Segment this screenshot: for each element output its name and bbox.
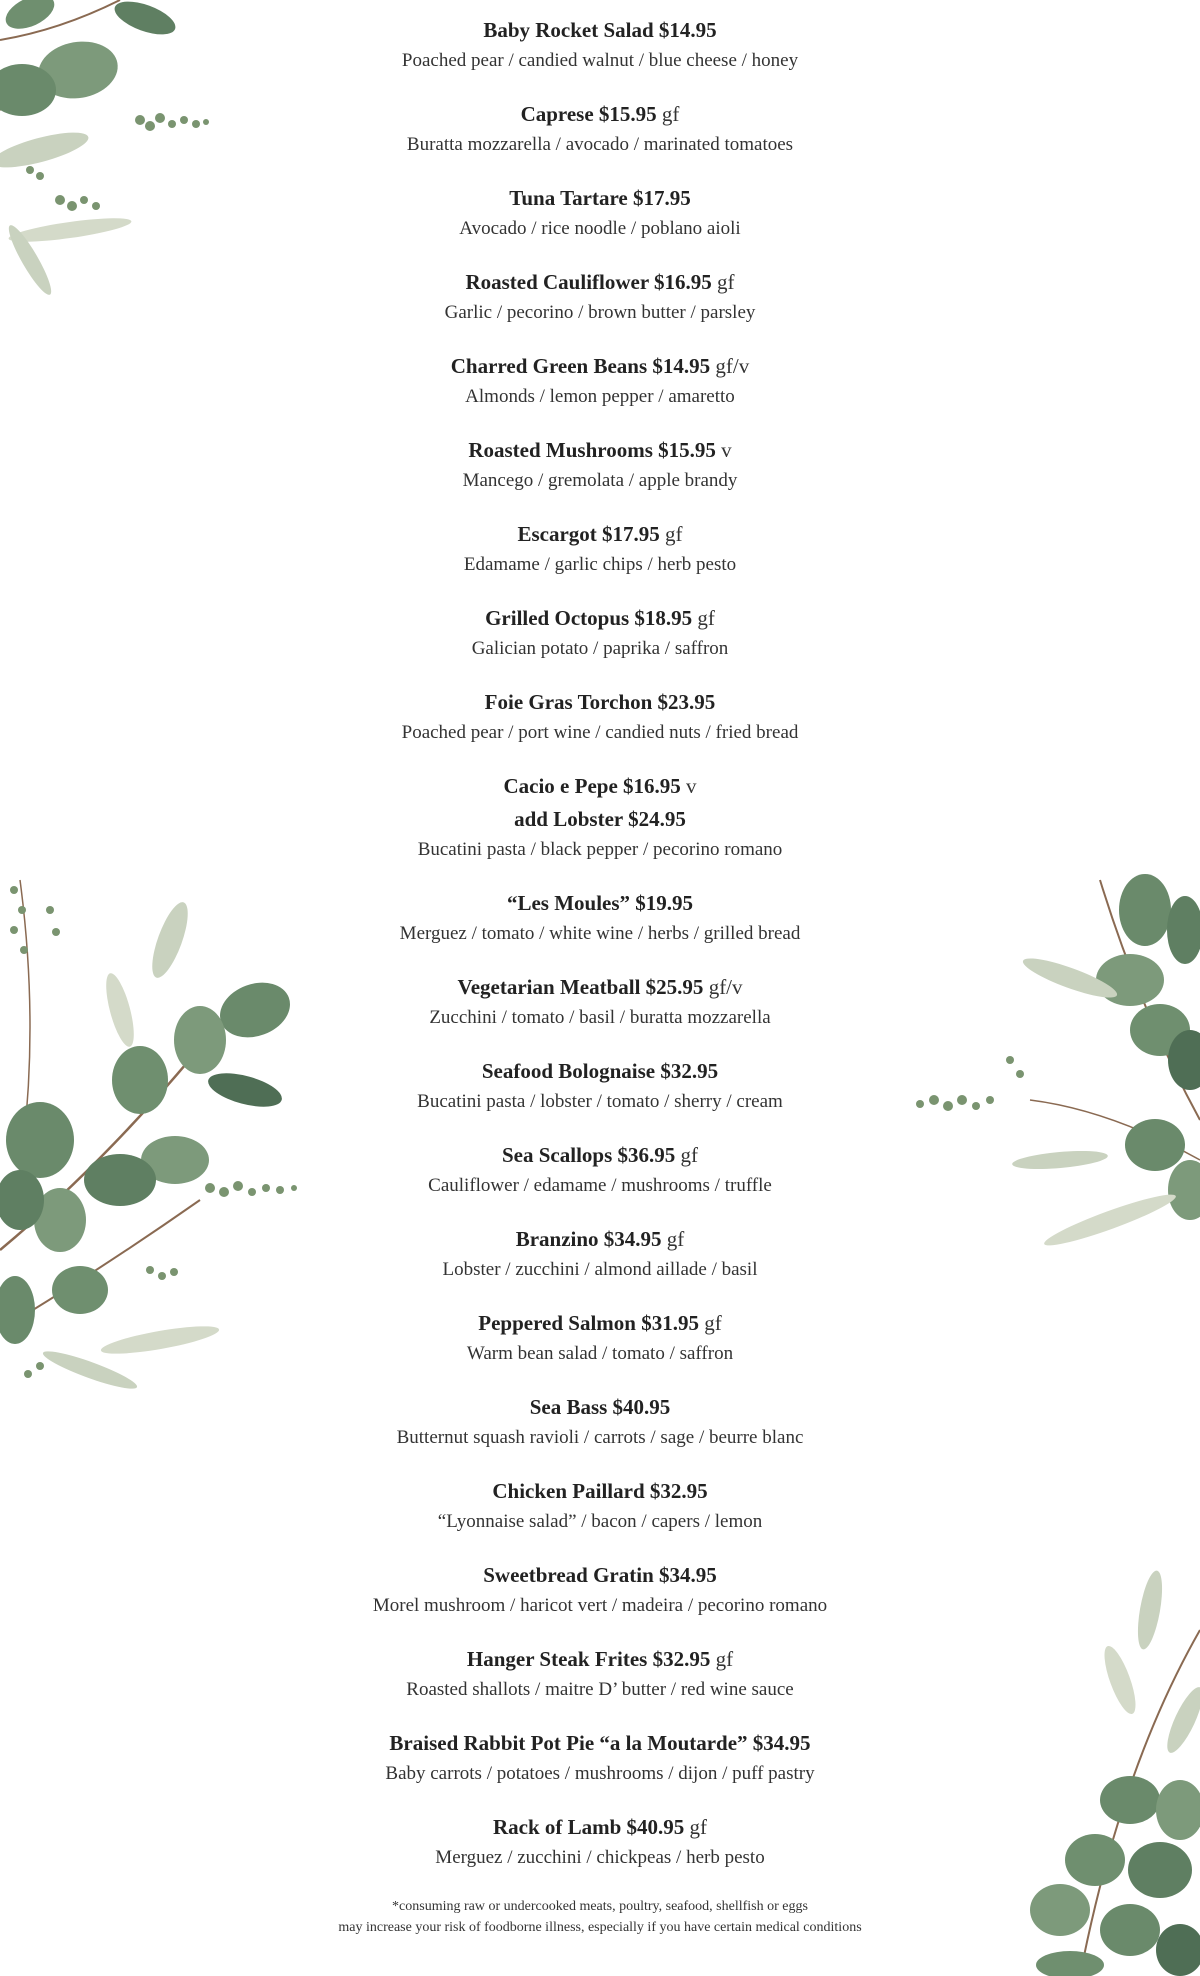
menu-item-seafood-bolognaise	[0, 1055, 1200, 1139]
food-safety-footnote	[0, 1896, 1200, 1938]
item-title: Foie Gras Torchon $23.95	[484, 690, 716, 714]
item-description: Butternut squash ravioli / carrots / sage / beurre blanc	[396, 1427, 804, 1448]
item-title: Baby Rocket Salad $14.95	[483, 18, 717, 42]
menu-item-peppered-salmon	[0, 1307, 1200, 1391]
item-title: Chicken Paillard $32.95	[492, 1479, 708, 1503]
item-title: Roasted Cauliflower $16.95	[465, 270, 712, 294]
item-title: Peppered Salmon $31.95	[478, 1311, 699, 1335]
item-title: Grilled Octopus $18.95	[485, 606, 693, 630]
footnote-line-1: *consuming raw or undercooked meats, poultry, seafood, shellfish or eggs	[392, 1899, 808, 1914]
menu-item-les-moules	[0, 887, 1200, 971]
item-addon: add Lobster $24.95	[514, 807, 686, 831]
footnote-line-2: may increase your risk of foodborne illness, especially if you have certain medical conditions	[338, 1920, 862, 1935]
item-title: Charred Green Beans $14.95	[450, 354, 711, 378]
item-tag: gf	[692, 606, 715, 630]
menu-item-charred-green-beans	[0, 350, 1200, 434]
item-description: Bucatini pasta / lobster / tomato / sherry / cream	[417, 1091, 783, 1112]
item-tag: v	[680, 774, 697, 798]
item-description: Bucatini pasta / black pepper / pecorino romano	[417, 839, 783, 860]
item-description: Zucchini / tomato / basil / buratta mozzarella	[429, 1007, 771, 1028]
item-tag: gf	[656, 102, 680, 126]
item-description: Poached pear / candied walnut / blue cheese / honey	[401, 50, 799, 71]
item-tag: gf	[661, 1227, 685, 1251]
item-description: Cauliflower / edamame / mushrooms / truffle	[428, 1175, 772, 1196]
item-title: Hanger Steak Frites $32.95	[466, 1647, 711, 1671]
menu-item-grilled-octopus	[0, 602, 1200, 686]
item-title: Escargot $17.95	[517, 522, 660, 546]
item-title: Roasted Mushrooms $15.95	[468, 438, 716, 462]
menu-item-roasted-mushrooms	[0, 434, 1200, 518]
menu-list	[0, 14, 1200, 1895]
menu-item-foie-gras-torchon	[0, 686, 1200, 770]
item-description: Mancego / gremolata / apple brandy	[462, 470, 738, 491]
item-title: Tuna Tartare $17.95	[509, 186, 691, 210]
menu-item-roasted-cauliflower	[0, 266, 1200, 350]
item-tag: gf	[684, 1815, 708, 1839]
menu-item-braised-rabbit-pot-pie	[0, 1727, 1200, 1811]
item-title: Sweetbread Gratin $34.95	[483, 1563, 717, 1587]
item-description: Morel mushroom / haricot vert / madeira / pecorino romano	[372, 1595, 828, 1616]
menu-item-sea-bass	[0, 1391, 1200, 1475]
menu-item-branzino	[0, 1223, 1200, 1307]
item-tag: gf/v	[710, 354, 750, 378]
item-title: Vegetarian Meatball $25.95	[457, 975, 704, 999]
menu-item-escargot	[0, 518, 1200, 602]
item-title: Sea Scallops $36.95	[501, 1143, 676, 1167]
item-description: Baby carrots / potatoes / mushrooms / dijon / puff pastry	[385, 1763, 815, 1784]
item-description: Merguez / tomato / white wine / herbs / grilled bread	[399, 923, 801, 944]
item-description: Galician potato / paprika / saffron	[471, 638, 729, 659]
menu-item-chicken-paillard	[0, 1475, 1200, 1559]
menu-item-caprese	[0, 98, 1200, 182]
item-tag: gf	[711, 270, 735, 294]
item-tag: gf/v	[703, 975, 743, 999]
item-title: Caprese $15.95	[520, 102, 657, 126]
item-description: Lobster / zucchini / almond aillade / basil	[442, 1259, 758, 1280]
item-tag: gf	[710, 1647, 734, 1671]
menu-item-cacio-e-pepe	[0, 770, 1200, 887]
menu-item-rack-of-lamb	[0, 1811, 1200, 1895]
menu-item-baby-rocket-salad	[0, 14, 1200, 98]
item-tag: v	[715, 438, 732, 462]
item-description: Edamame / garlic chips / herb pesto	[463, 554, 737, 575]
item-tag: gf	[698, 1311, 722, 1335]
item-description: Merguez / zucchini / chickpeas / herb pesto	[435, 1847, 765, 1868]
item-title: “Les Moules” $19.95	[506, 891, 694, 915]
menu-item-hanger-steak-frites	[0, 1643, 1200, 1727]
item-title: Sea Bass $40.95	[529, 1395, 671, 1419]
menu-item-tuna-tartare	[0, 182, 1200, 266]
item-description: Garlic / pecorino / brown butter / parsley	[444, 302, 756, 323]
item-tag: gf	[675, 1143, 699, 1167]
menu-item-sea-scallops	[0, 1139, 1200, 1223]
item-title: Braised Rabbit Pot Pie “a la Moutarde” $34.95	[389, 1731, 811, 1755]
item-description: Almonds / lemon pepper / amaretto	[465, 386, 735, 407]
menu-item-vegetarian-meatball	[0, 971, 1200, 1055]
item-description: “Lyonnaise salad” / bacon / capers / lemon	[437, 1511, 763, 1532]
item-title: Rack of Lamb $40.95	[492, 1815, 685, 1839]
item-title: Cacio e Pepe $16.95	[503, 774, 681, 798]
item-tag: gf	[659, 522, 683, 546]
item-title: Seafood Bolognaise $32.95	[481, 1059, 719, 1083]
item-title: Branzino $34.95	[515, 1227, 662, 1251]
item-description: Buratta mozzarella / avocado / marinated tomatoes	[406, 134, 794, 155]
menu-item-sweetbread-gratin	[0, 1559, 1200, 1643]
item-description: Warm bean salad / tomato / saffron	[466, 1343, 734, 1364]
item-description: Avocado / rice noodle / poblano aioli	[459, 218, 741, 239]
item-description: Roasted shallots / maitre D’ butter / red wine sauce	[406, 1679, 794, 1700]
item-description: Poached pear / port wine / candied nuts / fried bread	[401, 722, 799, 743]
